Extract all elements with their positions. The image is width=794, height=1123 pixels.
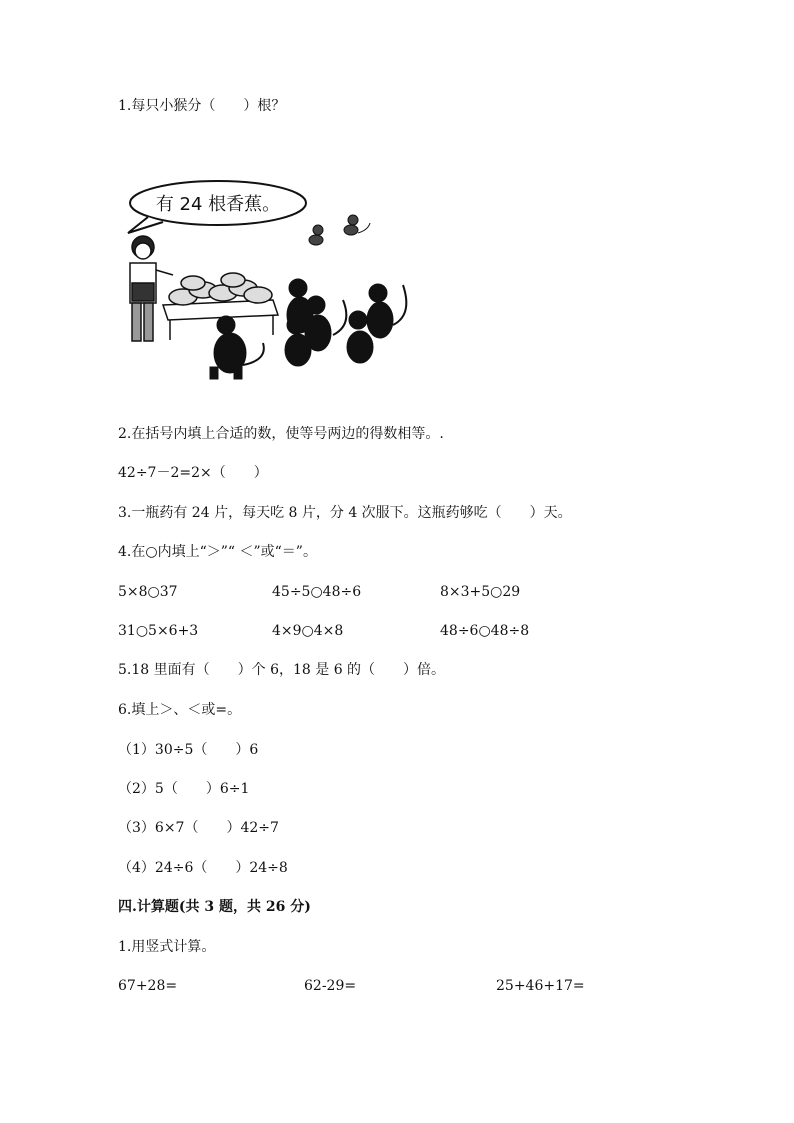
boy-figure (130, 236, 173, 341)
calc-item: 62-29= (304, 978, 357, 994)
q4-item: 45÷5○48÷6 (272, 584, 362, 600)
calc-item: 25+46+17= (496, 978, 585, 994)
q6-item: （3）6×7（ ）42÷7 (118, 820, 279, 836)
q4-item: 8×3+5○29 (440, 584, 521, 600)
q4-item: 5×8○37 (118, 584, 178, 600)
section-heading: 四.计算题(共 3 题，共 26 分) (118, 899, 311, 915)
small-monkeys (309, 215, 370, 245)
q6-item: （2）5（ ）6÷1 (118, 781, 250, 797)
monkeys-bananas-illustration (118, 175, 418, 390)
q6-item: （4）24÷6（ ）24÷8 (118, 860, 288, 876)
calc-q1-text: 1.用竖式计算。 (118, 939, 216, 955)
q5-text: 5.18 里面有（ ）个 6，18 是 6 的（ ）倍。 (118, 662, 446, 678)
q6-text: 6.填上＞、＜或=。 (118, 702, 242, 718)
q4-item: 31○5×6+3 (118, 623, 199, 639)
q2-text: 2.在括号内填上合适的数，使等号两边的得数相等。. (118, 426, 444, 442)
q4-text: 4.在○内填上“＞”“ ＜”或“＝”。 (118, 544, 317, 560)
q4-item: 48÷6○48÷8 (440, 623, 530, 639)
speech-bubble (128, 181, 306, 233)
q6-item: （1）30÷5（ ）6 (118, 742, 259, 758)
calc-item: 67+28= (118, 978, 178, 994)
q3-text: 3.一瓶药有 24 片，每天吃 8 片，分 4 次服下。这瓶药够吃（ ）天。 (118, 505, 572, 521)
q2-expression: 42÷7－2=2×（ ） (118, 465, 268, 481)
front-monkey (210, 316, 264, 379)
monkey-group (285, 279, 406, 366)
q1-text: 1.每只小猴分（ ）根？ (118, 98, 286, 114)
speech-text: 有 24 根香蕉。 (155, 194, 281, 215)
q4-item: 4×9○4×8 (272, 623, 344, 639)
